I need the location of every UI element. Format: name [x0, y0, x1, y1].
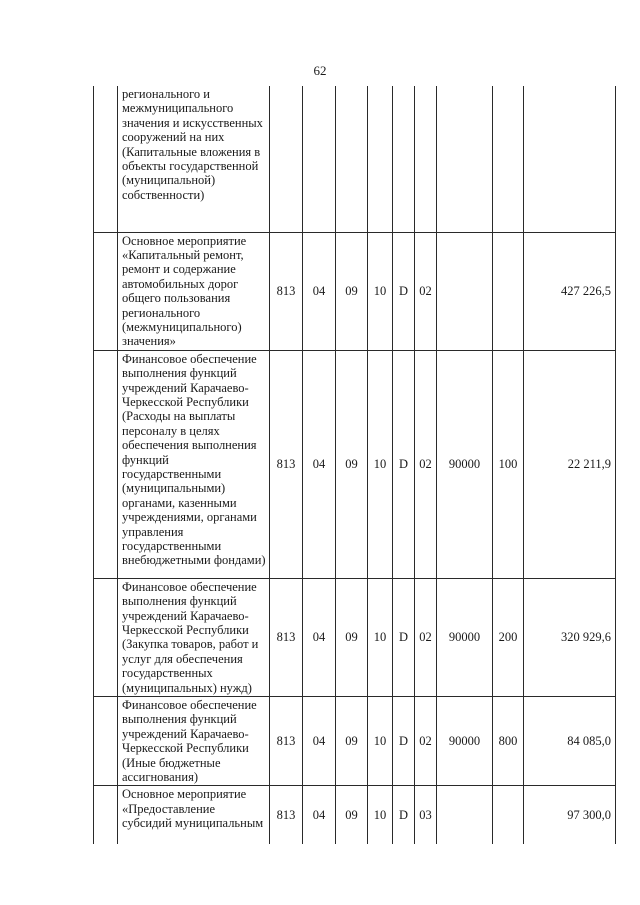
cell-amount: 22 211,9 — [524, 350, 616, 578]
table-row — [94, 786, 616, 844]
cell-amount: 84 085,0 — [524, 697, 616, 786]
cell-event: 03 — [415, 786, 437, 844]
cell-event: 02 — [415, 350, 437, 578]
cell-subprogram: D — [393, 786, 415, 844]
cell-subsection — [336, 86, 368, 232]
cell-section: 04 — [303, 786, 336, 844]
cell-ministry: 813 — [270, 578, 303, 696]
cell-ministry: 813 — [270, 232, 303, 350]
row-name: Основное мероприятие «Капитальный ремонт, ремонт и содержание автомобильных дорог общего пользования регионального (межмуниципального) значения» — [118, 232, 270, 350]
row-name: регионального и межмуниципального значения и искусственных сооружений на них (Капитальные вложения в объекты государственной (муниципальной) собственности) — [118, 86, 270, 232]
cell-subprogram: D — [393, 697, 415, 786]
cell-amount — [524, 86, 616, 232]
cell-direction: 90000 — [437, 350, 493, 578]
cell-amount: 97 300,0 — [524, 786, 616, 844]
row-name: Основное мероприятие «Предоставление субсидий муниципальным — [118, 786, 270, 844]
cell-section: 04 — [303, 578, 336, 696]
cell-subsection: 09 — [336, 578, 368, 696]
table-cell-empty — [94, 232, 118, 350]
cell-event — [415, 86, 437, 232]
cell-ministry: 813 — [270, 786, 303, 844]
cell-ministry: 813 — [270, 697, 303, 786]
cell-subprogram — [393, 86, 415, 232]
cell-program: 10 — [368, 578, 393, 696]
cell-direction: 90000 — [437, 578, 493, 696]
table-cell-empty — [94, 786, 118, 844]
cell-event: 02 — [415, 578, 437, 696]
cell-subsection: 09 — [336, 232, 368, 350]
page-number: 62 — [313, 63, 327, 78]
cell-expense-type — [493, 786, 524, 844]
table-row — [94, 232, 616, 350]
cell-program: 10 — [368, 786, 393, 844]
cell-program: 10 — [368, 232, 393, 350]
cell-direction — [437, 232, 493, 350]
cell-section: 04 — [303, 350, 336, 578]
table-row — [94, 86, 616, 232]
cell-subprogram: D — [393, 578, 415, 696]
cell-ministry — [270, 86, 303, 232]
table-cell-empty — [94, 578, 118, 696]
cell-expense-type — [493, 232, 524, 350]
cell-direction — [437, 786, 493, 844]
cell-subsection: 09 — [336, 697, 368, 786]
cell-event: 02 — [415, 697, 437, 786]
cell-expense-type — [493, 86, 524, 232]
cell-section: 04 — [303, 232, 336, 350]
cell-event: 02 — [415, 232, 437, 350]
table-cell-empty — [94, 697, 118, 786]
table-row — [94, 697, 616, 786]
cell-section — [303, 86, 336, 232]
table-cell-empty — [94, 350, 118, 578]
cell-expense-type: 800 — [493, 697, 524, 786]
cell-expense-type: 100 — [493, 350, 524, 578]
cell-program — [368, 86, 393, 232]
cell-program: 10 — [368, 697, 393, 786]
cell-ministry: 813 — [270, 350, 303, 578]
cell-subsection: 09 — [336, 786, 368, 844]
cell-subprogram: D — [393, 232, 415, 350]
table-row — [94, 578, 616, 696]
cell-expense-type: 200 — [493, 578, 524, 696]
table-row — [94, 350, 616, 578]
budget-table — [93, 86, 616, 844]
cell-amount: 427 226,5 — [524, 232, 616, 350]
row-name: Финансовое обеспечение выполнения функций учреждений Карачаево-Черкесской Республики (Закупка товаров, работ и услуг для обеспечения государственных (муниципальных) нужд) — [118, 578, 270, 696]
cell-direction: 90000 — [437, 697, 493, 786]
row-name: Финансовое обеспечение выполнения функций учреждений Карачаево-Черкесской Республики (Расходы на выплаты персоналу в целях обеспечения выполнения функций государственными (муниципальными) органами, казенными учреждениями, органами управления государственными внебюджетными фондами) — [118, 350, 270, 578]
cell-program: 10 — [368, 350, 393, 578]
cell-section: 04 — [303, 697, 336, 786]
table-cell-empty — [94, 86, 118, 232]
row-name: Финансовое обеспечение выполнения функций учреждений Карачаево-Черкесской Республики (Иные бюджетные ассигнования) — [118, 697, 270, 786]
cell-amount: 320 929,6 — [524, 578, 616, 696]
cell-subprogram: D — [393, 350, 415, 578]
cell-subsection: 09 — [336, 350, 368, 578]
cell-direction — [437, 86, 493, 232]
